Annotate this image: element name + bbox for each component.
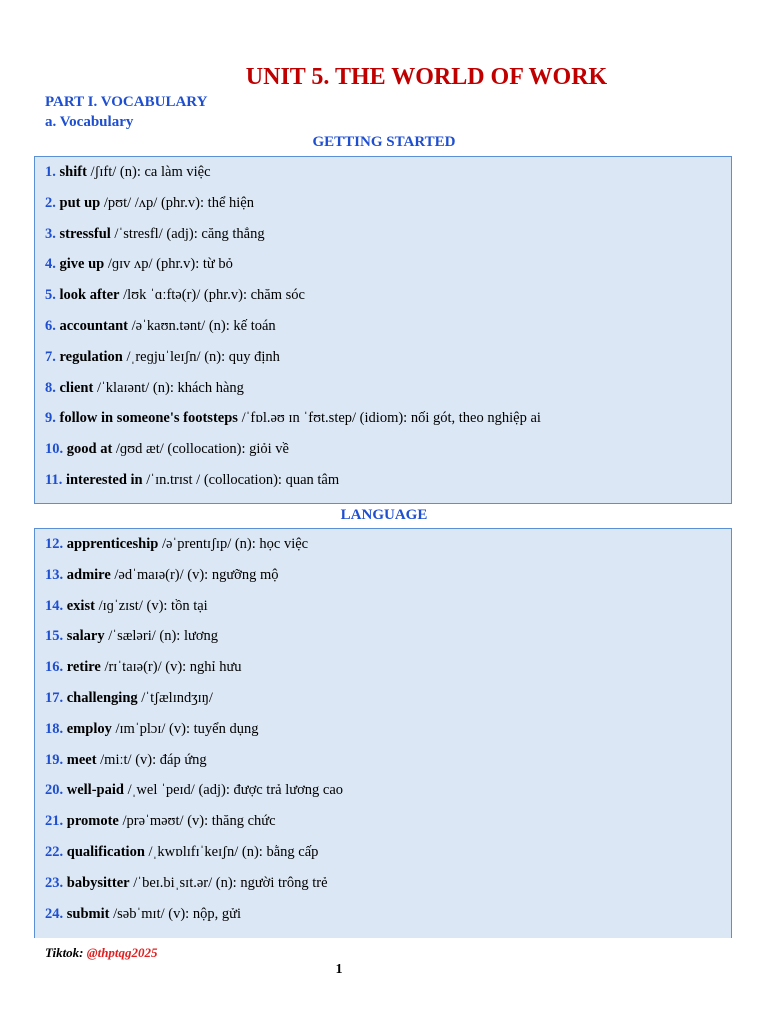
- vocab-definition: /ˌkwɒlɪfɪˈkeɪʃn/ (n): bằng cấp: [144, 843, 319, 860]
- vocab-number: 2.: [45, 194, 56, 211]
- vocab-item: [35, 403, 732, 434]
- vocab-item: [35, 311, 732, 342]
- vocab-word: employ: [66, 720, 112, 737]
- vocab-word: client: [59, 379, 94, 396]
- vocab-word: meet: [66, 751, 97, 768]
- vocab-item: [35, 157, 732, 188]
- vocab-word: stressful: [59, 225, 111, 242]
- vocab-definition: /ˈfɒl.əʊ ɪn ˈfʊt.step/ (idiom): nối gót, theo nghiệp ai: [237, 410, 541, 427]
- vocab-number: 22.: [45, 843, 64, 860]
- vocab-number: 11.: [45, 471, 63, 488]
- section-title-getting-started: GETTING STARTED: [312, 134, 456, 150]
- vocab-word: give up: [59, 256, 105, 273]
- vocab-word: accountant: [59, 317, 128, 334]
- vocab-number: 24.: [45, 905, 64, 922]
- vocab-box-getting-started: [34, 156, 732, 504]
- vocab-word: challenging: [66, 689, 138, 706]
- vocab-definition: /prəˈməʊt/ (v): thăng chức: [118, 813, 276, 830]
- vocab-item: [35, 280, 732, 311]
- vocab-word: shift: [59, 164, 87, 180]
- part-heading: PART I. VOCABULARY: [45, 94, 208, 110]
- vocab-word: promote: [66, 813, 119, 830]
- vocab-number: 1.: [45, 164, 56, 180]
- vocab-item: [35, 683, 732, 714]
- vocab-word: follow in someone's footsteps: [59, 410, 238, 427]
- vocab-item: [35, 591, 732, 622]
- vocab-word: admire: [66, 566, 111, 583]
- vocab-definition: /ˈstresfl/ (adj): căng thẳng: [110, 225, 265, 242]
- vocab-number: 10.: [45, 441, 64, 458]
- vocab-definition: /lʊk ˈɑːftə(r)/ (phr.v): chăm sóc: [119, 287, 305, 304]
- vocab-number: 6.: [45, 317, 56, 334]
- vocab-number: 8.: [45, 379, 56, 396]
- vocab-box-language: [34, 528, 732, 938]
- vocab-number: 20.: [45, 782, 64, 799]
- vocab-item: [35, 806, 732, 837]
- vocab-number: 17.: [45, 689, 64, 706]
- vocab-definition: /ɪmˈplɔɪ/ (v): tuyển dụng: [111, 720, 259, 737]
- vocab-number: 12.: [45, 536, 64, 552]
- vocab-item: [35, 529, 732, 560]
- vocab-word: apprenticeship: [66, 536, 159, 552]
- vocab-item: [35, 465, 732, 496]
- vocab-number: 19.: [45, 751, 64, 768]
- vocab-item: [35, 899, 732, 930]
- vocab-definition: /ədˈmaɪə(r)/ (v): ngưỡng mộ: [110, 566, 279, 583]
- vocab-item: [35, 868, 732, 899]
- vocab-definition: /səbˈmɪt/ (v): nộp, gửi: [109, 905, 241, 922]
- vocab-word: well-paid: [66, 782, 124, 799]
- vocab-word: put up: [59, 194, 101, 211]
- vocab-definition: /ˌwel ˈpeɪd/ (adj): được trả lương cao: [123, 782, 344, 799]
- vocab-item: [35, 219, 732, 250]
- vocab-number: 23.: [45, 874, 64, 891]
- sub-heading: a. Vocabulary: [45, 114, 134, 130]
- vocab-number: 3.: [45, 225, 56, 242]
- vocab-word: babysitter: [66, 874, 130, 891]
- vocab-word: good at: [66, 441, 113, 458]
- vocab-item: [35, 434, 732, 465]
- vocab-word: retire: [66, 659, 101, 676]
- vocab-word: salary: [66, 628, 105, 645]
- vocab-definition: /ˈsæləri/ (n): lương: [104, 628, 218, 645]
- vocab-number: 4.: [45, 256, 56, 273]
- vocab-number: 13.: [45, 566, 64, 583]
- vocab-number: 21.: [45, 813, 64, 830]
- page-title: UNIT 5. THE WORLD OF WORK: [245, 64, 608, 90]
- vocab-item: [35, 837, 732, 868]
- page-number: 1: [335, 962, 343, 977]
- tiktok-handle: @thptqg2025: [86, 945, 158, 960]
- vocab-definition: /pʊt/ /ʌp/ (phr.v): thể hiện: [100, 194, 254, 211]
- vocab-definition: /ˈɪn.trɪst / (collocation): quan tâm: [142, 471, 340, 488]
- vocab-item: [35, 652, 732, 683]
- vocab-word: interested in: [65, 471, 143, 488]
- vocab-item: [35, 342, 732, 373]
- vocab-number: 5.: [45, 287, 56, 304]
- vocab-number: 16.: [45, 659, 64, 676]
- vocab-number: 7.: [45, 348, 56, 365]
- vocab-definition: /ɡɪv ʌp/ (phr.v): từ bỏ: [104, 256, 233, 273]
- vocab-definition: /ʃɪft/ (n): ca làm việc: [86, 164, 211, 180]
- vocab-definition: /əˈprentɪʃɪp/ (n): học việc: [158, 536, 309, 552]
- vocab-item: [35, 560, 732, 591]
- vocab-item: [35, 621, 732, 652]
- footer-label: Tiktok:: [45, 945, 87, 960]
- vocab-definition: /ɡʊd æt/ (collocation): giỏi về: [112, 441, 289, 458]
- vocab-item: [35, 249, 732, 280]
- vocab-word: exist: [66, 597, 95, 614]
- vocab-definition: /ˌreɡjuˈleɪʃn/ (n): quy định: [122, 348, 280, 365]
- vocab-number: 15.: [45, 628, 64, 645]
- vocab-word: qualification: [66, 843, 145, 860]
- vocab-word: submit: [66, 905, 110, 922]
- vocab-definition: /ˈtʃælɪndʒɪŋ/: [137, 689, 213, 706]
- vocab-word: regulation: [59, 348, 123, 365]
- vocab-number: 14.: [45, 597, 64, 614]
- vocab-word: look after: [59, 287, 120, 304]
- vocab-item: [35, 745, 732, 776]
- vocab-item: [35, 188, 732, 219]
- vocab-item: [35, 714, 732, 745]
- section-title-language: LANGUAGE: [340, 507, 428, 523]
- vocab-definition: /ˈbeɪ.biˌsɪt.ər/ (n): người trông trẻ: [129, 874, 328, 891]
- footer-tiktok: [45, 945, 158, 961]
- vocab-definition: /ˈklaɪənt/ (n): khách hàng: [93, 379, 244, 396]
- vocab-definition: /ɪɡˈzɪst/ (v): tồn tại: [94, 597, 208, 614]
- vocab-definition: /miːt/ (v): đáp ứng: [96, 751, 207, 768]
- vocab-item: [35, 373, 732, 404]
- vocab-definition: /rɪˈtaɪə(r)/ (v): nghỉ hưu: [100, 659, 242, 676]
- vocab-number: 9.: [45, 410, 56, 427]
- vocab-definition: /əˈkaʊn.tənt/ (n): kế toán: [127, 317, 276, 334]
- vocab-number: 18.: [45, 720, 64, 737]
- vocab-item: [35, 775, 732, 806]
